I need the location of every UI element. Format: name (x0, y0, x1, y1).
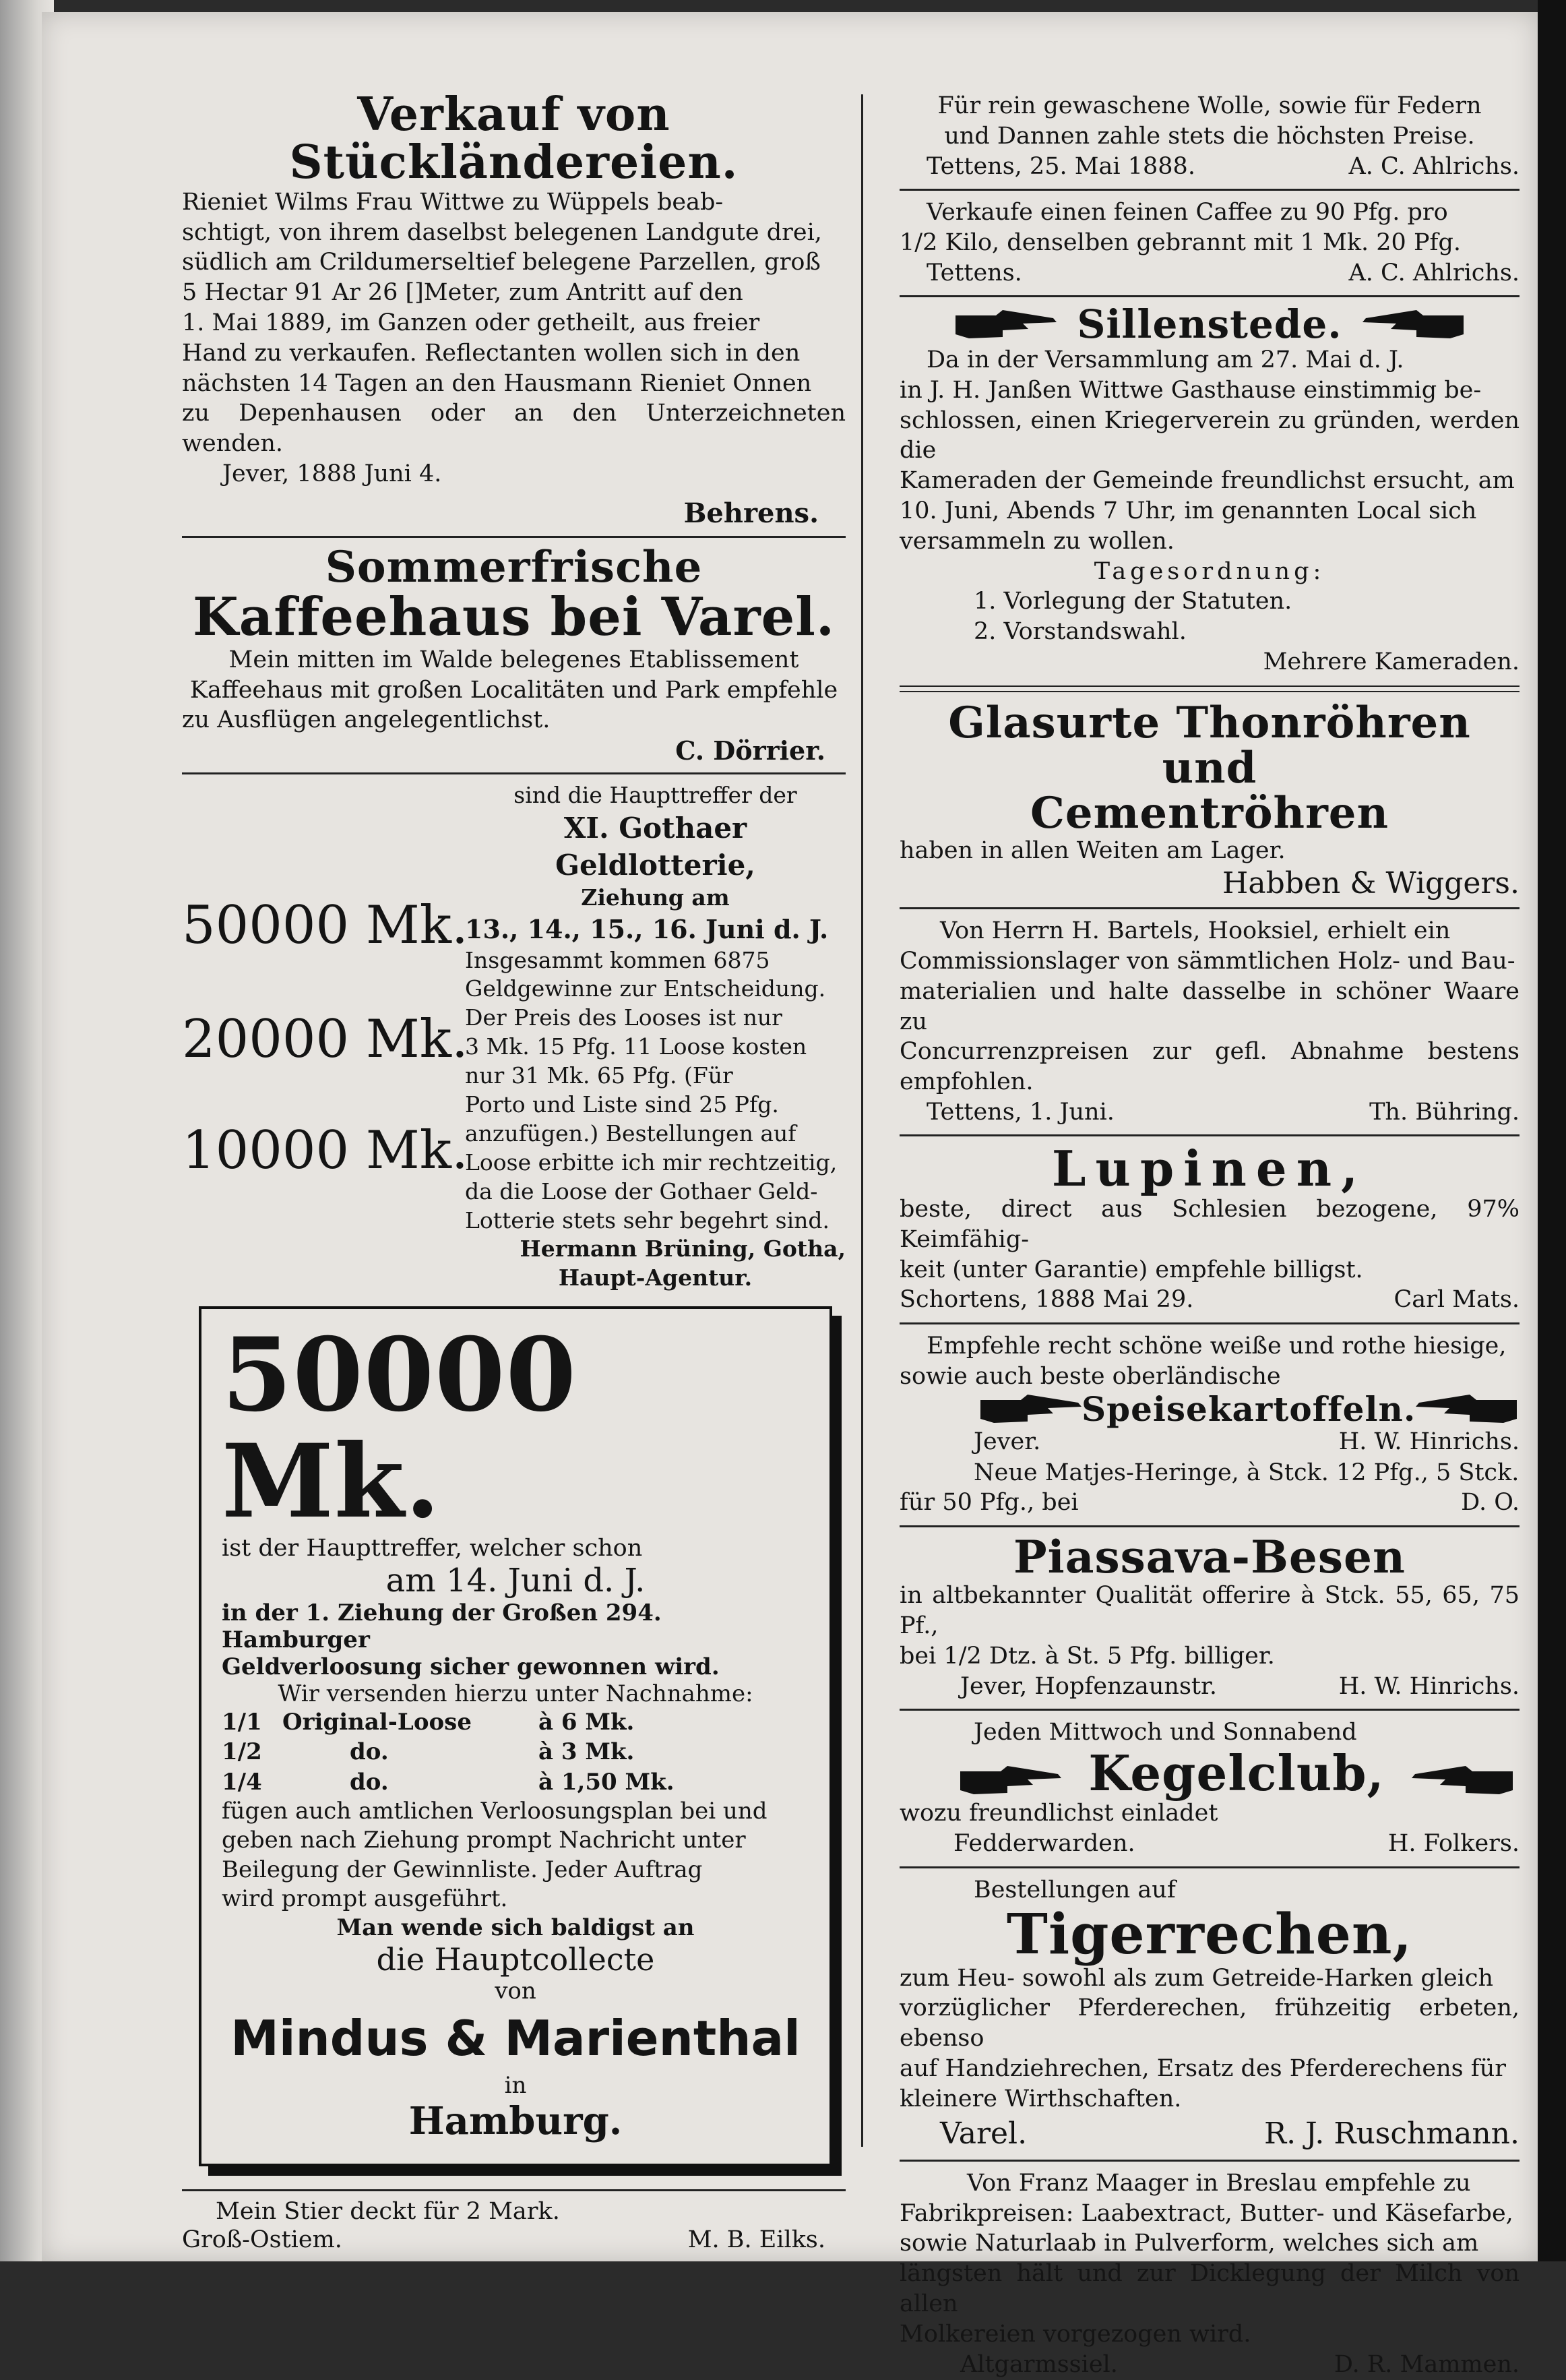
ad-line: Jeden Mittwoch und Sonnabend (974, 1719, 1357, 1746)
ad-laabextract (900, 2168, 1520, 2380)
ad-baumaterialien (900, 916, 1520, 1128)
ad-heading: Sommerfrische (325, 541, 703, 592)
ad-place: Fedderwarden. (953, 1830, 1135, 1858)
ad-footer (182, 2225, 846, 2256)
pointing-hand-icon (956, 307, 1057, 342)
ad-line: Empfehle recht schöne weiße und rothe hiesige, (927, 1332, 1507, 1360)
ad-line: kleinere Wirthschaften. (900, 2085, 1182, 2112)
lottery-line: da die Loose der Gothaer Geld- (465, 1178, 818, 1204)
lottery-line: Porto und Liste sind 25 Pfg. (465, 1091, 779, 1118)
box-line: Beilegung der Gewinnliste. Jeder Auftrag (222, 1856, 703, 1883)
lottery-sub: Ziehung am (581, 884, 730, 911)
box-line: Wir versenden hierzu unter Nachnahme: (278, 1680, 753, 1708)
box-line: wird prompt ausgeführt. (222, 1885, 508, 1913)
ad-footer (900, 1097, 1520, 1128)
ad-footer (900, 1427, 1520, 1458)
ad-line: nächsten 14 Tagen an den Hausmann Rieniet Onnen (182, 369, 812, 397)
prize-column (182, 781, 468, 1293)
ad-line: Da in der Versammlung am 27. Mai d. J. (927, 346, 1404, 374)
ad-body (900, 1581, 1520, 1671)
box-body (222, 1797, 809, 1914)
ad-signature: D. O. (1461, 1489, 1520, 1517)
ad-place: Tettens. (927, 259, 1022, 286)
lottery-line: Insgesammt kommen 6875 (465, 946, 770, 973)
ad-signature: A. C. Ahlrichs. (1348, 152, 1520, 180)
divider (900, 1866, 1520, 1868)
ad-line: für 50 Pfg., bei (900, 1489, 1079, 1517)
box-line: von (495, 1977, 536, 2005)
ad-body (900, 345, 1520, 557)
ad-line: längsten hält und zur Dicklegung der Milch von allen (900, 2260, 1520, 2317)
ad-lupinen (900, 1140, 1520, 1315)
divider (900, 685, 1520, 692)
ad-hamburger-geldverloosung (199, 1306, 832, 2166)
box-line: Geldverloosung sicher gewonnen wird. (222, 1653, 720, 1681)
ad-line: Bestellungen auf (974, 1876, 1176, 1903)
ad-heading: Piassava-Besen (1013, 1530, 1406, 1583)
page-edge (1538, 0, 1566, 2261)
ad-kegelclub (900, 1717, 1520, 1860)
pointing-hand-icon (960, 1756, 1061, 1791)
divider (182, 772, 846, 774)
ad-line: Rieniet Wilms Frau Wittwe zu Wüppels beab- (182, 188, 724, 216)
ad-thonrohren (900, 697, 1520, 901)
ad-signature: H. W. Hinrichs. (1338, 1428, 1520, 1456)
pointing-hand-icon (980, 1392, 1082, 1427)
ad-body (900, 91, 1520, 152)
box-firm: Mindus & Marienthal (230, 2009, 801, 2067)
box-line: geben nach Ziehung prompt Nachricht unter (222, 1827, 746, 1854)
ad-line: wozu freundlichst einladet (900, 1800, 1218, 1827)
ad-heading: Tigerrechen, (1006, 1901, 1413, 1967)
ad-signature: H. Folkers. (1387, 1830, 1520, 1858)
ad-line: Mein Stier deckt für 2 Mark. (216, 2197, 560, 2225)
ad-line: zu Depenhausen oder an den Unterzeichneten wenden. (182, 400, 846, 458)
ad-signature: Habben & Wiggers. (1222, 866, 1520, 901)
ad-piassava-besen (900, 1530, 1520, 1702)
ad-signature: C. Dörrier. (675, 735, 825, 766)
ad-line: 10. Juni, Abends 7 Uhr, im genannten Local sich (900, 497, 1477, 525)
ad-heading-row (900, 1744, 1520, 1802)
divider (900, 1322, 1520, 1324)
ad-footer (900, 2114, 1520, 2153)
ad-footer (900, 1488, 1520, 1519)
box-line: die Hauptcollecte (376, 1941, 655, 1978)
ad-line: Concurrenzpreisen zur gefl. Abnahme bestens empfohlen. (900, 1038, 1520, 1096)
ad-footer (900, 152, 1520, 183)
ad-line: 5 Hectar 91 Ar 26 []Meter, zum Antritt auf den (182, 279, 743, 307)
lottery-title: XI. Gothaer Geldlotterie, (555, 812, 755, 882)
ad-line: in J. H. Janßen Wittwe Gasthause einstimmig be- (900, 376, 1482, 404)
ad-heading-row (900, 301, 1520, 348)
price-item: Original-Loose (282, 1709, 472, 1736)
box-line: ist der Haupttreffer, welcher schon (222, 1535, 643, 1562)
ad-body (900, 1194, 1520, 1285)
ad-heading: Cementröhren (1030, 788, 1389, 839)
lottery-agent-title: Haupt-Agentur. (558, 1264, 753, 1291)
ad-caffee (900, 197, 1520, 288)
ad-line: schtigt, von ihrem daselbst belegenen Landgute drei, (182, 218, 822, 246)
ad-place: Jever, Hopfenzaunstr. (960, 1672, 1218, 1700)
ad-line: haben in allen Weiten am Lager. (900, 837, 1286, 865)
right-column (900, 91, 1520, 2380)
lottery-line: Loose erbitte ich mir rechtzeitig, (465, 1149, 838, 1176)
ad-body (900, 1963, 1520, 2114)
ad-heading-row (900, 1389, 1520, 1429)
prize-amount: 10000 Mk. (182, 1120, 468, 1182)
ad-sillenstede (900, 301, 1520, 677)
ad-heading: Sillenstede. (1077, 301, 1342, 348)
ad-line: bei 1/2 Dtz. à St. 5 Pfg. billiger. (900, 1642, 1275, 1670)
ad-signature: Th. Bühring. (1369, 1098, 1520, 1126)
ad-wolle (900, 91, 1520, 182)
ad-line: versammeln zu wollen. (900, 527, 1174, 555)
box-headline: 50000 Mk. (222, 1316, 577, 1541)
pointing-hand-icon (1363, 307, 1464, 342)
ad-body (182, 645, 846, 735)
price-row (222, 1767, 809, 1797)
ad-line: Verkaufe einen feinen Caffee zu 90 Pfg. pro (927, 199, 1448, 226)
price-row (222, 1737, 809, 1767)
ad-footer (900, 1285, 1520, 1316)
ad-signature: A. C. Ahlrichs. (1348, 259, 1520, 286)
ad-line: sowie auch beste oberländische (900, 1362, 1281, 1390)
ad-body (182, 187, 846, 459)
ad-heading: Speisekartoffeln. (1082, 1389, 1416, 1429)
ad-line: Fabrikpreisen: Laabextract, Butter- und Käsefarbe, (900, 2199, 1513, 2227)
ad-line: Für rein gewaschene Wolle, sowie für Federn (937, 92, 1482, 119)
lottery-line: 3 Mk. 15 Pfg. 11 Loose kosten (465, 1033, 807, 1060)
ad-line: beste, direct aus Schlesien bezogene, 97% Keimfähig- (900, 1196, 1520, 1253)
box-line: in (504, 2071, 527, 2099)
ad-heading: Verkauf von Stückländereien. (289, 88, 739, 190)
ad-body (900, 916, 1520, 1097)
ad-place: Groß-Ostiem. (182, 2226, 342, 2253)
ad-line: Kaffeehaus mit großen Localitäten und Park empfehle (189, 676, 838, 704)
ad-heading: Lupinen, (1051, 1140, 1368, 1198)
lottery-dates: 13., 14., 15., 16. Juni d. J. (465, 914, 829, 945)
ad-footer (900, 1672, 1520, 1703)
price-value: à 1,50 Mk. (538, 1768, 675, 1796)
ad-line: Molkereien vorgezogen wird. (900, 2320, 1251, 2348)
lottery-line: Geldgewinne zur Entscheidung. (465, 975, 826, 1002)
lottery-intro: sind die Haupttreffer der (513, 782, 797, 809)
agenda-item: 1. Vorlegung der Statuten. (974, 588, 1292, 615)
prize-amount: 20000 Mk. (182, 1009, 468, 1070)
ad-body (900, 2168, 1520, 2350)
ad-signature: H. W. Hinrichs. (1338, 1672, 1520, 1700)
lottery-line: anzufügen.) Bestellungen auf (465, 1120, 796, 1147)
ad-line: in altbekannter Qualität offerire à Stck. 55, 65, 75 Pf., (900, 1582, 1520, 1639)
ad-signature: Behrens. (683, 497, 819, 529)
divider (900, 295, 1520, 297)
lottery-line: Lotterie stets sehr begehrt sind. (465, 1207, 830, 1233)
ad-signature: Carl Mats. (1393, 1286, 1520, 1314)
left-column (182, 88, 846, 2255)
ad-heading: Kaffeehaus bei Varel. (192, 586, 836, 648)
ad-footer (900, 1829, 1520, 1860)
ad-line: und Dannen zahle stets die höchsten Preise. (944, 122, 1475, 150)
ad-line: auf Handziehrechen, Ersatz des Pferderechens für (900, 2055, 1506, 2083)
ad-heading: Kegelclub, (1088, 1744, 1385, 1802)
ad-line: 1/2 Kilo, denselben gebrannt mit 1 Mk. 20 Pfg. (900, 228, 1461, 256)
ad-line: materialien und halte dasselbe in schöner Waare zu (900, 977, 1520, 1035)
ad-signature: M. B. Eilks. (687, 2226, 825, 2253)
ad-line: südlich am Crildumerseltief belegene Parzellen, groß (182, 249, 821, 276)
price-fraction: 1/1 (222, 1709, 262, 1736)
ad-place: Tettens, 25. Mai 1888. (927, 152, 1195, 180)
box-line: in der 1. Ziehung der Großen 294. Hamburger (222, 1599, 662, 1654)
ad-line: zum Heu- sowohl als zum Getreide-Harken gleich (900, 1964, 1494, 1992)
pointing-hand-icon (1416, 1392, 1517, 1427)
box-city: Hamburg. (408, 2098, 623, 2143)
ad-line: Hand zu verkaufen. Reflectanten wollen sich in den (182, 339, 801, 367)
ad-place: Schortens, 1888 Mai 29. (900, 1286, 1194, 1314)
ad-line: keit (unter Garantie) empfehle billigst. (900, 1256, 1363, 1283)
ad-signature: R. J. Ruschmann. (1264, 2116, 1520, 2151)
ad-speisekartoffeln (900, 1331, 1520, 1519)
divider (900, 1709, 1520, 1711)
ad-heading: Glasurte Thonröhren und (948, 697, 1471, 794)
box-line: Man wende sich baldigst an (336, 1914, 695, 1941)
divider (182, 536, 846, 538)
ad-footer (900, 258, 1520, 289)
ad-line: vorzüglicher Pferderechen, frühzeitig erbeten, ebenso (900, 1994, 1520, 2052)
price-value: à 3 Mk. (538, 1738, 635, 1766)
agenda-title: Tagesordnung: (1094, 557, 1325, 585)
ad-footer (900, 2350, 1520, 2380)
prize-amount: 50000 Mk. (182, 895, 468, 956)
agenda-item: 2. Vorstandswahl. (974, 618, 1187, 646)
price-fraction: 1/2 (222, 1738, 262, 1766)
ad-line: zu Ausflügen angelegentlichst. (182, 706, 551, 734)
ad-stucklandereien (182, 88, 846, 529)
ad-line: schlossen, einen Kriegerverein zu gründen, werden die (900, 406, 1520, 464)
ad-line: Neue Matjes-Heringe, à Stck. 12 Pfg., 5 Stck. (974, 1459, 1520, 1486)
ad-line: Kameraden der Gemeinde freundlichst ersucht, am (900, 467, 1515, 495)
box-date: am 14. Juni d. J. (385, 1562, 646, 1600)
ad-body (900, 1331, 1520, 1392)
divider (900, 1525, 1520, 1527)
ad-place: Altgarmssiel. (960, 2350, 1118, 2378)
pointing-hand-icon (1412, 1756, 1513, 1791)
ad-dateline: Jever, 1888 Juni 4. (222, 460, 442, 487)
lottery-agent: Hermann Brüning, Gotha, (520, 1235, 846, 1262)
column-divider (861, 94, 863, 2147)
price-fraction: 1/4 (222, 1768, 262, 1796)
lottery-text (465, 781, 846, 1293)
price-row (222, 1707, 809, 1737)
ad-body (900, 197, 1520, 258)
ad-line: Von Franz Maager in Breslau empfehle zu (967, 2169, 1471, 2197)
price-value: à 6 Mk. (538, 1709, 635, 1736)
divider (182, 2189, 846, 2191)
ad-line: sowie Naturlaab in Pulverform, welches sich am (900, 2230, 1479, 2257)
ad-line: Mein mitten im Walde belegenes Etablissement (228, 646, 799, 673)
ad-place: Jever. (974, 1428, 1041, 1456)
ad-line: Von Herrn H. Bartels, Hooksiel, erhielt ein (940, 917, 1451, 945)
price-item: do. (350, 1738, 389, 1766)
ad-gothaer-lotterie (182, 781, 846, 1293)
ad-signature: Mehrere Kameraden. (1263, 648, 1520, 676)
price-item: do. (350, 1768, 389, 1796)
divider (900, 2160, 1520, 2162)
ad-place: Tettens, 1. Juni. (927, 1098, 1115, 1126)
ad-signature: D. R. Mammen. (1334, 2350, 1520, 2378)
lottery-line: Der Preis des Looses ist nur (465, 1004, 782, 1031)
spacer (182, 781, 465, 862)
ad-place: Varel. (940, 2116, 1028, 2151)
ad-stier (182, 2198, 846, 2256)
ad-line: 1. Mai 1889, im Ganzen oder getheilt, aus freier (182, 309, 760, 336)
divider (900, 907, 1520, 909)
divider (900, 189, 1520, 191)
ad-tigerrechen (900, 1875, 1520, 2153)
box-line: fügen auch amtlichen Verloosungsplan bei und (222, 1797, 768, 1825)
ad-line: Commissionslager von sämmtlichen Holz- und Bau- (900, 948, 1515, 975)
lottery-line: nur 31 Mk. 65 Pfg. (Für (465, 1062, 733, 1089)
ad-kaffeehaus (182, 541, 846, 766)
divider (900, 1134, 1520, 1136)
